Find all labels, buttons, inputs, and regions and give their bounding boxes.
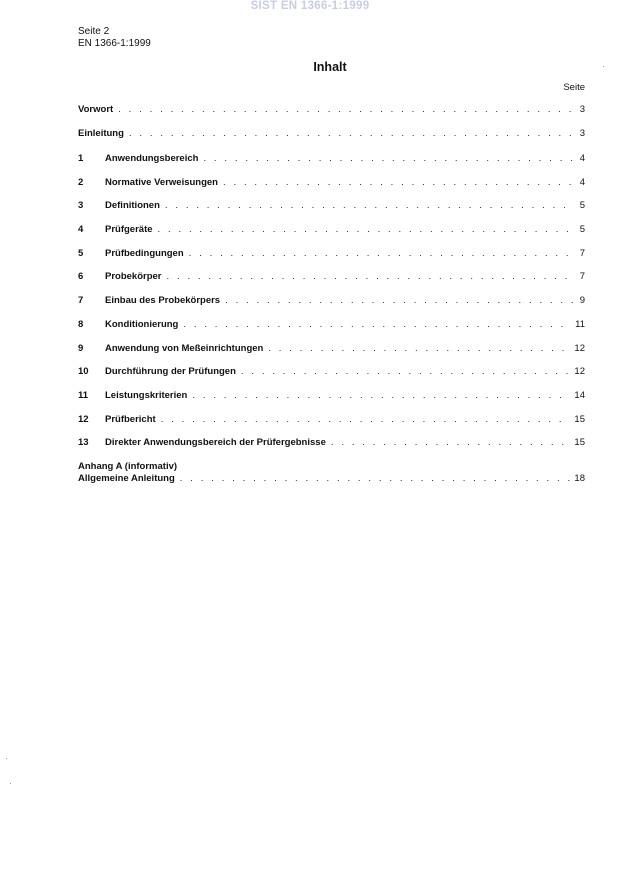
toc-entry-page: 7	[579, 248, 585, 259]
toc-entry-number: 4	[78, 224, 84, 235]
toc-entry-page: 14	[574, 390, 585, 401]
toc-entry-label: Anwendung von Meßeinrichtungen	[105, 343, 264, 354]
toc-entry-page: 15	[574, 437, 585, 448]
toc-entry-label: Einleitung	[78, 128, 124, 139]
toc-entry-number: 11	[78, 390, 89, 401]
toc-entry-number: 3	[78, 200, 84, 211]
toc-entry-number: 7	[78, 295, 84, 306]
scan-speck	[6, 758, 7, 759]
toc-entry-3[interactable]	[78, 200, 585, 214]
toc-entry-label: Normative Verweisungen	[105, 177, 218, 188]
toc-entry-label: Direkter Anwendungsbereich der Prüfergebnisse	[105, 437, 326, 448]
watermark: SIST EN 1366-1:1999	[250, 0, 370, 12]
dot-leader	[189, 248, 573, 259]
toc-entry-label: Allgemeine Anleitung	[78, 473, 175, 484]
toc-entry-label: Durchführung der Prüfungen	[105, 366, 236, 377]
toc-entry-einleitung[interactable]	[78, 128, 585, 142]
toc-entry-page: 12	[574, 343, 585, 354]
dot-leader	[223, 177, 573, 188]
toc-entry-page: 9	[579, 295, 585, 306]
toc-entry-label: Prüfgeräte	[105, 224, 153, 235]
toc-entry-label: Definitionen	[105, 200, 160, 211]
toc-entry-number: 9	[78, 343, 84, 354]
toc-entry-label: Leistungskriterien	[105, 390, 188, 401]
scan-speck	[10, 783, 11, 784]
dot-leader	[225, 295, 573, 306]
toc-entry-2[interactable]	[78, 177, 585, 191]
toc-entry-4[interactable]	[78, 224, 585, 238]
toc-entry-7[interactable]	[78, 295, 585, 309]
dot-leader	[165, 200, 573, 211]
toc-entry-page: 7	[579, 271, 585, 282]
dot-leader	[268, 343, 570, 354]
toc-entry-5[interactable]	[78, 248, 585, 262]
toc-entry-13[interactable]	[78, 437, 585, 451]
toc-entry-page: 5	[579, 224, 585, 235]
toc-entry-1[interactable]	[78, 153, 585, 167]
toc-entry-label: Probekörper	[105, 271, 162, 282]
dot-leader	[158, 224, 573, 235]
toc-entry-6[interactable]	[78, 271, 585, 285]
toc-entry-number: 13	[78, 437, 89, 448]
page-number-label: Seite 2	[78, 26, 110, 37]
toc-entry-annex-a[interactable]	[78, 473, 585, 487]
dot-leader	[118, 104, 573, 115]
toc-entry-page: 4	[579, 153, 585, 164]
page-column-header: Seite	[563, 82, 585, 93]
toc-entry-number: 5	[78, 248, 84, 259]
toc-entry-label: Einbau des Probekörpers	[105, 295, 221, 306]
toc-entry-page: 3	[579, 104, 585, 115]
dot-leader	[167, 271, 574, 282]
dot-leader	[331, 437, 571, 448]
toc-entry-number: 12	[78, 414, 89, 425]
toc-entry-10[interactable]	[78, 366, 585, 380]
toc-entry-page: 4	[579, 177, 585, 188]
toc-entry-label: Prüfbericht	[105, 414, 156, 425]
toc-entry-number: 1	[78, 153, 84, 164]
dot-leader	[129, 128, 573, 139]
toc-entry-number: 10	[78, 366, 89, 377]
toc-entry-9[interactable]	[78, 343, 585, 357]
standard-number: EN 1366-1:1999	[78, 38, 151, 49]
scan-speck	[603, 66, 604, 67]
dot-leader	[241, 366, 571, 377]
dot-leader	[183, 319, 571, 330]
dot-leader	[192, 390, 570, 401]
toc-entry-page: 12	[574, 366, 585, 377]
dot-leader	[180, 473, 571, 484]
toc-entry-page: 11	[575, 319, 585, 330]
toc-entry-12[interactable]	[78, 414, 585, 428]
dot-leader	[161, 414, 571, 425]
toc-entry-11[interactable]	[78, 390, 585, 404]
toc-entry-page: 18	[574, 473, 585, 484]
toc-entry-number: 6	[78, 271, 84, 282]
toc-entry-label: Konditionierung	[105, 319, 179, 330]
toc-entry-page: 5	[579, 200, 585, 211]
toc-entry-vorwort[interactable]	[78, 104, 585, 118]
toc-entry-8[interactable]	[78, 319, 585, 333]
page-title: Inhalt	[313, 60, 347, 74]
toc-entry-page: 15	[574, 414, 585, 425]
toc-entry-label: Vorwort	[78, 104, 114, 115]
toc-annex-title: Anhang A (informativ)	[78, 461, 178, 472]
toc-entry-label: Anwendungsbereich	[105, 153, 199, 164]
toc-entry-page: 3	[579, 128, 585, 139]
toc-entry-number: 8	[78, 319, 84, 330]
page-header	[78, 26, 151, 50]
toc-entry-number: 2	[78, 177, 84, 188]
toc-entry-label: Prüfbedingungen	[105, 248, 184, 259]
dot-leader	[203, 153, 573, 164]
